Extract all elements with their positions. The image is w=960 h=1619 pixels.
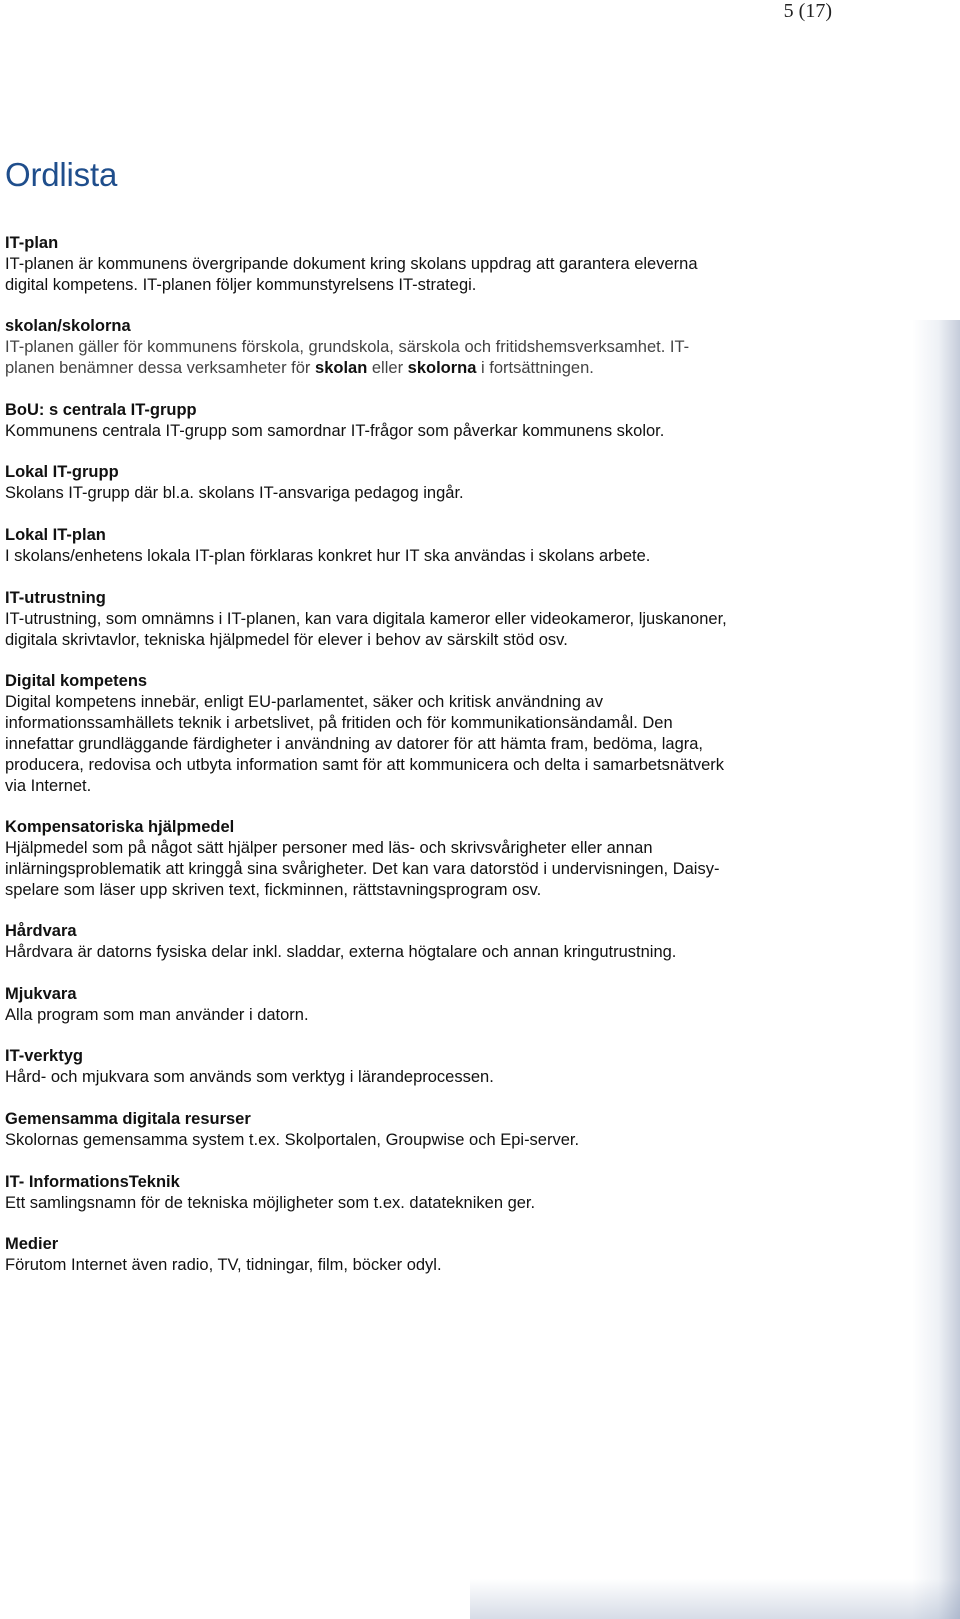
bold-term: skolan — [315, 359, 368, 377]
glossary-entry — [5, 316, 825, 379]
glossary-entry — [5, 671, 825, 797]
text-segment: planen benämner dessa verksamheter för — [5, 359, 316, 377]
glossary-entry — [5, 921, 825, 963]
glossary-definition-line: innefattar grundläggande färdigheter i användning av datorer för att hämta fram, bedöma, lagra, — [5, 735, 704, 753]
glossary-term: IT- InformationsTeknik — [5, 1173, 180, 1191]
page-title: Ordlista — [5, 156, 118, 193]
glossary-definition-line: Skolornas gemensamma system t.ex. Skolportalen, Groupwise och Epi-server. — [5, 1131, 580, 1149]
glossary-definition-line: informationssamhällets teknik i arbetslivet, på fritiden och för kommunikationsändamål. Den — [5, 714, 673, 732]
glossary-entry — [5, 984, 825, 1026]
glossary-entry — [5, 1046, 825, 1088]
glossary-entry — [5, 1109, 825, 1151]
glossary-term: skolan/skolorna — [5, 317, 131, 335]
glossary-term: Medier — [5, 1235, 59, 1253]
glossary-entry — [5, 400, 825, 442]
glossary-term: Kompensatoriska hjälpmedel — [5, 818, 235, 836]
page-number: 5 (17) — [783, 0, 832, 22]
glossary-definition-line: Digital kompetens innebär, enligt EU-parlamentet, säker och kritisk användning av — [5, 693, 603, 711]
glossary-definition-line: I skolans/enhetens lokala IT-plan förklaras konkret hur IT ska användas i skolans arbete. — [5, 547, 651, 565]
glossary-entry — [5, 525, 825, 567]
glossary-definition-line: Förutom Internet även radio, TV, tidningar, film, böcker odyl. — [5, 1256, 442, 1274]
page-bottom-shadow — [470, 1579, 960, 1619]
glossary-term: Hårdvara — [5, 922, 77, 940]
glossary-definition-line: Hård- och mjukvara som används som verktyg i lärandeprocessen. — [5, 1068, 494, 1086]
glossary-definition-line: IT-utrustning, som omnämns i IT-planen, kan vara digitala kameror eller videokameror, ljuskanoner, — [5, 610, 727, 628]
glossary-definition-line: digitala skrivtavlor, tekniska hjälpmedel för elever i behov av särskilt stöd osv. — [5, 631, 568, 649]
glossary-definition-line: Kommunens centrala IT-grupp som samordnar IT-frågor som påverkar kommunens skolor. — [5, 422, 665, 440]
glossary-term: IT-verktyg — [5, 1047, 83, 1065]
glossary-term: Digital kompetens — [5, 672, 148, 690]
text-segment: i fortsättningen. — [476, 359, 594, 377]
glossary-term: IT-plan — [5, 234, 59, 252]
bold-term: skolorna — [407, 359, 477, 377]
glossary-term: Gemensamma digitala resurser — [5, 1110, 251, 1128]
glossary-definition-line: Hjälpmedel som på något sätt hjälper personer med läs- och skrivsvårigheter eller annan — [5, 839, 653, 857]
glossary-term: BoU: s centrala IT-grupp — [5, 401, 197, 419]
glossary-term: Lokal IT-grupp — [5, 463, 119, 481]
glossary-definition-line: producera, redovisa och utbyta information samt för att kommunicera och delta i samarbetsnätverk — [5, 756, 725, 774]
glossary-definition-line: Ett samlingsnamn för de tekniska möjligheter som t.ex. datatekniken ger. — [5, 1194, 536, 1212]
glossary-definition-line: IT-planen gäller för kommunens förskola, grundskola, särskola och fritidshemsverksamhet. IT- — [5, 338, 690, 356]
glossary-entry — [5, 1172, 825, 1214]
glossary-entry — [5, 233, 825, 296]
glossary-definition-line: digital kompetens. IT-planen följer kommunstyrelsens IT-strategi. — [5, 276, 477, 294]
glossary-definition-line: Skolans IT-grupp där bl.a. skolans IT-ansvariga pedagog ingår. — [5, 484, 464, 502]
glossary-term: Lokal IT-plan — [5, 526, 106, 544]
glossary-definition-line: via Internet. — [5, 777, 92, 795]
text-segment: eller — [367, 359, 408, 377]
glossary-entry — [5, 462, 825, 504]
glossary-entry — [5, 817, 825, 901]
glossary-definition-line: IT-planen är kommunens övergripande dokument kring skolans uppdrag att garantera eleverna — [5, 255, 698, 273]
glossary-entry — [5, 588, 825, 651]
glossary-definition-line: inlärningsproblematik att kringgå sina svårigheter. Det kan vara datorstöd i undervisningen, Daisy- — [5, 860, 720, 878]
glossary-term: IT-utrustning — [5, 589, 106, 607]
glossary-definition-line — [5, 358, 825, 379]
glossary-term: Mjukvara — [5, 985, 77, 1003]
glossary-definition-line: Alla program som man använder i datorn. — [5, 1006, 309, 1024]
glossary-definition-line: spelare som läser upp skriven text, fickminnen, rättstavningsprogram osv. — [5, 881, 542, 899]
glossary-definition-line: Hårdvara är datorns fysiska delar inkl. sladdar, externa högtalare och annan kringutrustning. — [5, 943, 677, 961]
page-edge-shadow — [912, 320, 960, 1619]
glossary-entry — [5, 1234, 825, 1276]
